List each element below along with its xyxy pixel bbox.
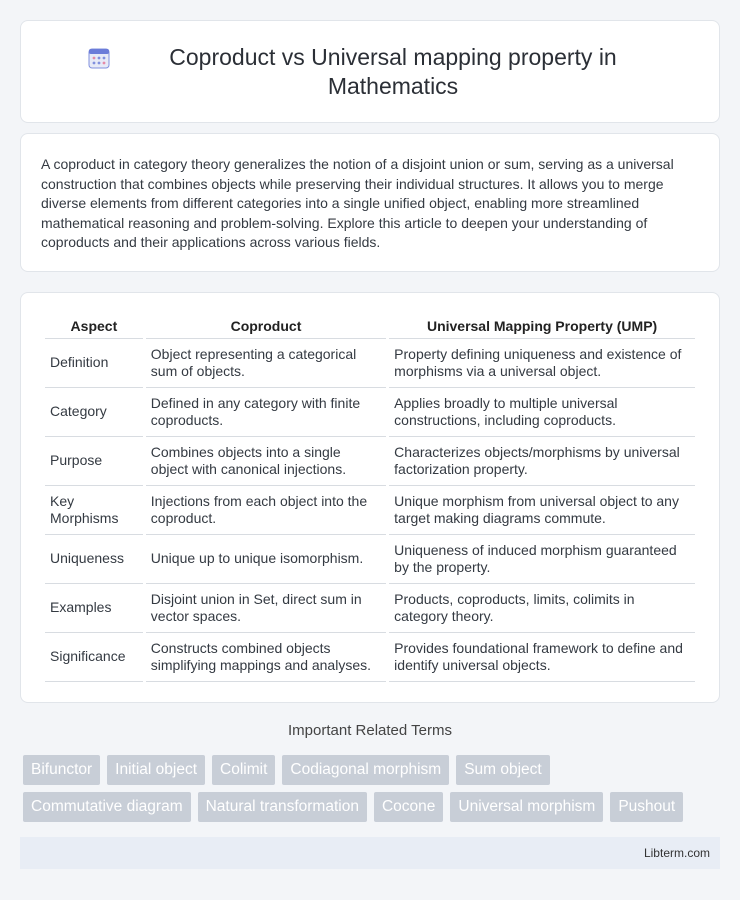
cell-ump: Provides foundational framework to define and identify universal objects. [389, 633, 695, 682]
cell-coproduct: Unique up to unique isomorphism. [146, 535, 386, 584]
related-terms-tags [23, 755, 723, 829]
table-row [45, 388, 695, 437]
footer-site-link[interactable]: Libterm.com [643, 846, 710, 860]
cell-aspect: Category [45, 388, 143, 437]
cell-ump: Characterizes objects/morphisms by universal factorization property. [389, 437, 695, 486]
cell-coproduct: Disjoint union in Set, direct sum in vector spaces. [146, 584, 386, 633]
tag-codiagonal-morphism[interactable]: Codiagonal morphism [282, 755, 449, 785]
cell-aspect: Purpose [45, 437, 143, 486]
cell-aspect: Uniqueness [45, 535, 143, 584]
tag-bifunctor[interactable]: Bifunctor [23, 755, 100, 785]
table-row [45, 339, 695, 388]
header-aspect: Aspect [45, 313, 143, 339]
cell-coproduct: Defined in any category with finite coproducts. [146, 388, 386, 437]
calendar-grid-icon [87, 46, 111, 70]
tag-row [23, 792, 723, 822]
cell-coproduct: Constructs combined objects simplifying mappings and analyses. [146, 633, 386, 682]
table-row [45, 486, 695, 535]
comparison-table-card [20, 292, 720, 703]
tag-commutative-diagram[interactable]: Commutative diagram [23, 792, 191, 822]
cell-aspect: Examples [45, 584, 143, 633]
table-row [45, 633, 695, 682]
tag-initial-object[interactable]: Initial object [107, 755, 205, 785]
cell-coproduct: Object representing a categorical sum of objects. [146, 339, 386, 388]
cell-aspect: Significance [45, 633, 143, 682]
header-ump: Universal Mapping Property (UMP) [389, 313, 695, 339]
tag-row [23, 755, 723, 785]
table-row [45, 584, 695, 633]
cell-aspect: Definition [45, 339, 143, 388]
tag-universal-morphism[interactable]: Universal morphism [450, 792, 603, 822]
cell-ump: Property defining uniqueness and existence of morphisms via a universal object. [389, 339, 695, 388]
intro-card [20, 133, 720, 272]
table-row [45, 535, 695, 584]
tag-pushout[interactable]: Pushout [610, 792, 683, 822]
table-row [45, 437, 695, 486]
footer [20, 837, 720, 869]
cell-ump: Applies broadly to multiple universal constructions, including coproducts. [389, 388, 695, 437]
cell-ump: Unique morphism from universal object to any target making diagrams commute. [389, 486, 695, 535]
tag-cocone[interactable]: Cocone [374, 792, 443, 822]
tag-sum-object[interactable]: Sum object [456, 755, 550, 785]
page-title: Coproduct vs Universal mapping property in Mathematics [169, 43, 617, 99]
cell-ump: Products, coproducts, limits, colimits in category theory. [389, 584, 695, 633]
tag-colimit[interactable]: Colimit [212, 755, 275, 785]
cell-aspect: Key Morphisms [45, 486, 143, 535]
table-header-row [45, 313, 695, 339]
header-card [20, 20, 720, 123]
related-terms-title: Important Related Terms [288, 722, 452, 739]
intro-paragraph: A coproduct in category theory generalizes the notion of a disjoint union or sum, serving as a universal construction that combines objects while preserving their individual structures. It allows you to merge diverse elements from different categories into a single unified object, enabling more streamlined mathematical reasoning and problem-solving. Explore this article to deepen your understanding of coproducts and their applications across various fields. [41, 156, 674, 251]
cell-ump: Uniqueness of induced morphism guaranteed by the property. [389, 535, 695, 584]
tag-natural-transformation[interactable]: Natural transformation [198, 792, 367, 822]
header-coproduct: Coproduct [146, 313, 386, 339]
cell-coproduct: Injections from each object into the coproduct. [146, 486, 386, 535]
cell-coproduct: Combines objects into a single object with canonical injections. [146, 437, 386, 486]
comparison-table [42, 313, 698, 682]
